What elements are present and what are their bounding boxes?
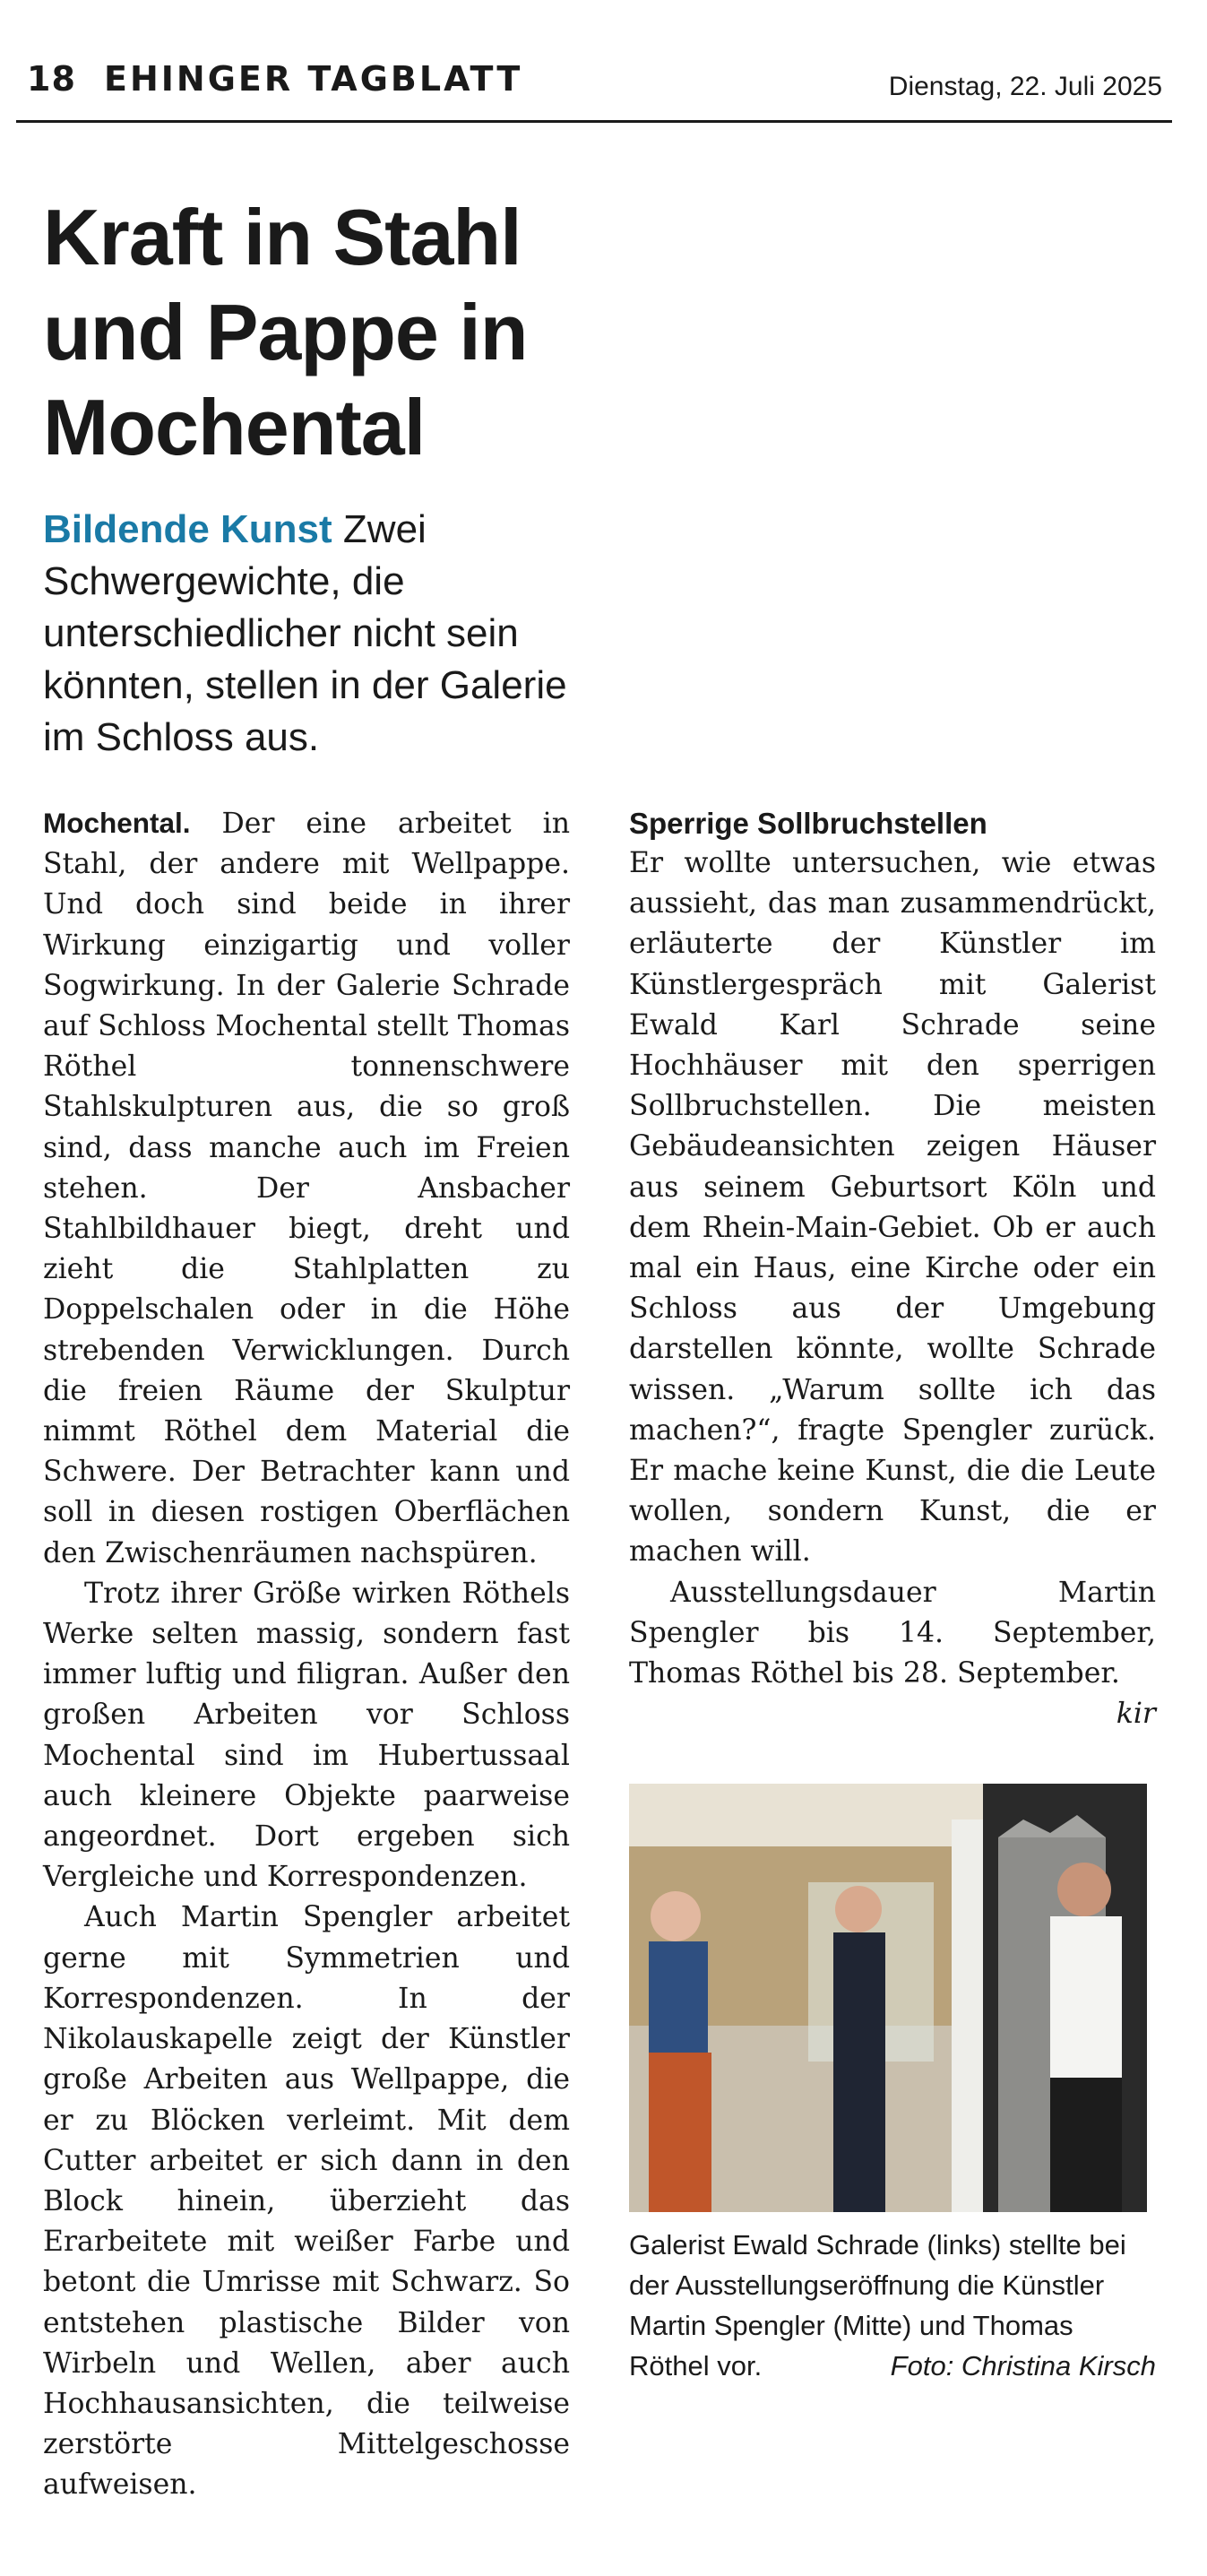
paragraph-text: Der eine arbeitet in Stahl, der andere mit Wellpappe. Und doch sind beide in ihrer Wirkung einzigartig und voller Sogwirkung. In der Galerie Schrade auf Schloss Mochental stellt Thomas Röthel tonnenschwere Stahlskulpturen aus, die so groß sind, dass manche auch im Freien stehen. Der Ansbacher Stahlbildhauer biegt, dreht und zieht die Stahlplatten zu Doppelschalen oder in die Höhe strebenden Verwicklungen. Durch die freien Räume der Skulptur nimmt Röthel dem Material die Schwere. Der Betrachter kann und soll in diesen rostigen Oberflächen den Zwischenräumen nachspüren. [43,808,570,1569]
paragraph: Ausstellungsdauer Martin Spengler bis 14. September, Thomas Röthel bis 28. September. [629,1576,1156,1690]
page-number: 18 [27,59,76,99]
kicker: Bildende Kunst [43,507,332,551]
issue-date: Dienstag, 22. Juli 2025 [888,72,1162,101]
paragraph [43,803,570,1574]
headline-line: Mochental [43,383,426,471]
author-initials: kir [1116,1698,1156,1731]
headline-line: und Pappe in [43,288,528,376]
paragraph: Auch Martin Spengler arbeitet gerne mit Symmetrien und Korrespondenzen. In der Nikolauskapelle zeigt der Künstler große Arbeiten aus Wellpappe, die er zu Blöcken verleimt. Mit dem Cutter arbeitet er sich dann in den Block hinein, überzieht das Erarbeitete mit weißer Farbe und betont die Umrisse mit Schwarz. So entstehen plastische Bilder von Wirbeln und Wellen, aber auch Hochhausansichten, die teilweise zerstörte Mittelgeschosse aufweisen. [43,1901,570,2502]
teaser [43,504,616,764]
headline [43,190,724,475]
photo-credit: Foto: Christina Kirsch [890,2350,1156,2382]
photo-caption [629,2225,1156,2386]
dateline: Mochental. [43,807,191,839]
article-column-left [43,803,570,2506]
caption-body: Galerist Ewald Schrade (links) stellte bei der Ausstellungseröffnung die Künstler Martin Spengler (Mitte) und Thomas Röthel vor. [629,2229,1126,2382]
subheading: Sperrige Sollbruchstellen [629,807,987,840]
photo-illustration [629,1784,1147,2212]
paragraph: Trotz ihrer Größe wirken Röthels Werke selten massig, sondern fast immer luftig und filigran. Außer den großen Arbeiten vor Schloss Mochental sind im Hubertussaal auch kleinere Objekte paarweise angeordnet. Dort ergeben sich Vergleiche und Korrespondenzen. [43,1577,570,1894]
exhibition-photo [629,1784,1147,2212]
page-header [27,54,1169,117]
paragraph: Er wollte untersuchen, wie etwas aussieht, das man zusammendrückt, erläuterte der Künstler im Künstlergespräch mit Galerist Ewald Karl Schrade seine Hochhäuser mit den sperrigen Sollbruchstellen. Die meisten Gebäudeansichten zeigen Häuser aus seinem Geburtsort Köln und dem Rhein-Main-Gebiet. Ob er auch mal ein Haus, eine Kirche oder ein Schloss aus der Umgebung darstellen könnte, wollte Schrade wissen. „Warum sollte ich das machen?“, fragte Spengler zurück. Er mache keine Kunst, die die Leute wollen, sondern Kunst, die er machen will. [629,847,1156,1569]
headline-line: Kraft in Stahl [43,193,522,281]
article-column-right [629,803,1156,1734]
header-rule [16,120,1172,123]
caption-text [629,2225,1156,2386]
newspaper-name: EHINGER TAGBLATT [104,59,523,99]
teaser-text: Zwei Schwergewichte, die unterschiedlicher nicht sein könnten, stellen in der Galerie im Schloss aus. [43,507,567,759]
